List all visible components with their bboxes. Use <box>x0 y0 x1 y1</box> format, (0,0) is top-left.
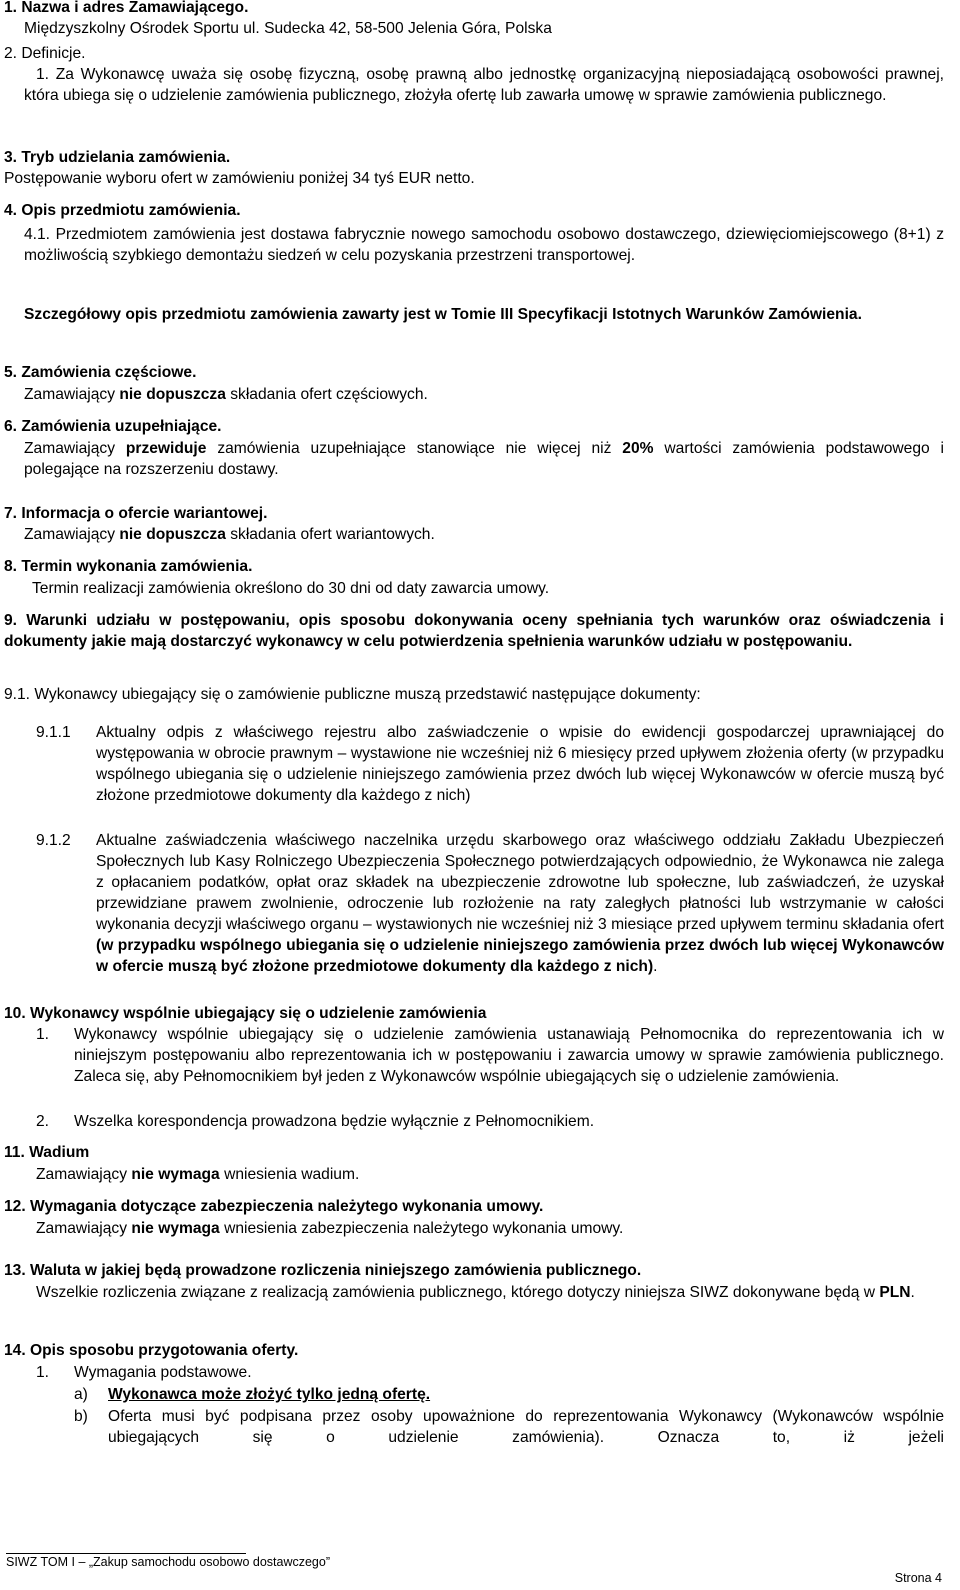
section-14-item-1-number: 1. <box>36 1364 50 1381</box>
section-14-item-a-letter: a) <box>74 1386 88 1403</box>
section-14-item-a-text: Wykonawca może złożyć tylko jedną ofertę. <box>108 1386 431 1403</box>
section-3-heading: 3. Tryb udzielania zamówienia. <box>4 149 231 166</box>
section-5-heading: 5. Zamówienia częściowe. <box>4 364 197 381</box>
section-8-heading: 8. Termin wykonania zamówienia. <box>4 558 253 575</box>
section-13-heading: 13. Waluta w jakiej będą prowadzone rozliczenia niniejszego zamówienia publicznego. <box>4 1262 642 1279</box>
section-6-text: Zamawiający przewiduje zamówienia uzupełniające stanowiące nie więcej niż 20% wartości zamówienia podstawowego i polegające na rozszerzeniu dostawy. <box>24 440 944 478</box>
section-3-text: Postępowanie wyboru ofert w zamówieniu poniżej 34 tyś EUR netto. <box>4 170 475 187</box>
section-14-item-b-text: Oferta musi być podpisana przez osoby upoważnione do reprezentowania Wykonawcy (Wykonawców wspólnie ubiegających się o udzielenie zamówienia). Oznacza to, iż jeżeli <box>108 1408 944 1446</box>
section-14-heading: 14. Opis sposobu przygotowania oferty. <box>4 1342 299 1359</box>
section-11-heading: 11. Wadium <box>4 1144 90 1161</box>
section-4-1-paragraph: 4.1. Przedmiotem zamówienia jest dostawa fabrycznie nowego samochodu osobowo dostawczego, dziewięciomiejscowego (8+1) z możliwością szybkiego demontażu siedzeń w celu pozyskania przestrzeni transportowej. <box>24 226 944 264</box>
section-13-text: Wszelkie rozliczenia związane z realizacją zamówienia publicznego, którego dotyczy niniejsza SIWZ dokonywane będą w PLN. <box>36 1284 915 1301</box>
section-9-heading: 9. Warunki udziału w postępowaniu, opis sposobu dokonywania oceny spełniania tych warunków oraz oświadczenia i dokumenty jakie mają dostarczyć wykonawcy w celu potwierdzenia spełnienia warunków udziału w postępowaniu. <box>4 612 944 650</box>
section-10-heading: 10. Wykonawcy wspólnie ubiegający się o udzielenie zamówienia <box>4 1005 487 1022</box>
section-12-text: Zamawiający nie wymaga wniesienia zabezpieczenia należytego wykonania umowy. <box>36 1220 624 1237</box>
section-10-item-1-text: Wykonawcy wspólnie ubiegający się o udzielenie zamówienia ustanawiają Pełnomocnika do reprezentowania ich w niniejszym postępowaniu albo reprezentowania ich w postępowaniu i zawarcia umowy w sprawie zamówienia publicznego. Zaleca się, aby Pełnomocnikiem był jeden z Wykonawców wspólnie ubiegających się o udzielenie zamówienia. <box>74 1026 944 1085</box>
section-11-text: Zamawiający nie wymaga wniesienia wadium. <box>36 1166 360 1183</box>
section-8-text: Termin realizacji zamówienia określono do 30 dni od daty zawarcia umowy. <box>32 580 550 597</box>
section-10-item-1-number: 1. <box>36 1026 50 1043</box>
section-4-detail: Szczegółowy opis przedmiotu zamówienia zawarty jest w Tomie III Specyfikacji Istotnych Warunków Zamówienia. <box>24 306 862 323</box>
section-2-heading: 2. Definicje. <box>4 45 86 62</box>
section-1-text: Międzyszkolny Ośrodek Sportu ul. Sudecka 42, 58-500 Jelenia Góra, Polska <box>24 20 552 37</box>
section-2-paragraph: 1. Za Wykonawcę uważa się osobę fizyczną, osobę prawną albo jednostkę organizacyjną nieposiadającą osobowości prawnej, która ubiega się o udzielenie zamówienia publicznego, złożyła ofertę lub zawarła umowę w sprawie zamówienia publicznego. <box>24 66 944 104</box>
section-9-1-1-number: 9.1.1 <box>36 724 71 741</box>
section-14-item-b-letter: b) <box>74 1408 88 1425</box>
section-4-heading: 4. Opis przedmiotu zamówienia. <box>4 202 241 219</box>
section-12-heading: 12. Wymagania dotyczące zabezpieczenia należytego wykonania umowy. <box>4 1198 544 1215</box>
section-7-heading: 7. Informacja o ofercie wariantowej. <box>4 505 268 522</box>
section-7-text: Zamawiający nie dopuszcza składania ofert wariantowych. <box>24 526 435 543</box>
section-6-heading: 6. Zamówienia uzupełniające. <box>4 418 222 435</box>
footer-text: SIWZ TOM I – „Zakup samochodu osobowo dostawczego” <box>6 1555 330 1569</box>
section-9-1-1-text: Aktualny odpis z właściwego rejestru albo zaświadczenie o wpisie do ewidencji gospodarczej uprawniającej do występowania w obrocie prawnym – wystawione nie wcześniej niż 6 miesięcy przed upływem złożenia oferty (w przypadku wspólnego ubiegania się o udzielenie niniejszego zamówienia przez dwóch lub więcej Wykonawców w ofercie muszą być złożone przedmiotowe dokumenty dla każdego z nich) <box>96 724 944 804</box>
section-9-1-2-number: 9.1.2 <box>36 832 71 849</box>
section-1-heading: 1. Nazwa i adres Zamawiającego. <box>4 0 249 16</box>
section-9-1-text: 9.1. Wykonawcy ubiegający się o zamówienie publiczne muszą przedstawić następujące dokumenty: <box>4 686 701 703</box>
section-10-item-2-text: Wszelka korespondencja prowadzona będzie wyłącznie z Pełnomocnikiem. <box>74 1113 595 1130</box>
page-number: Strona 4 <box>894 1571 942 1585</box>
section-5-text: Zamawiający nie dopuszcza składania ofert częściowych. <box>24 386 428 403</box>
section-10-item-2-number: 2. <box>36 1113 50 1130</box>
section-14-item-1-text: Wymagania podstawowe. <box>74 1364 252 1381</box>
section-9-1-2-text: Aktualne zaświadczenia właściwego naczelnika urzędu skarbowego oraz właściwego oddziału Zakładu Ubezpieczeń Społecznych lub Kasy Rolniczego Ubezpieczenia Społecznego potwierdzających odpowiednio, że Wykonawca nie zalega z opłacaniem podatków, opłat oraz składek na ubezpieczenie zdrowotne lub społeczne, lub zaświadczeń, że uzyskał przewidziane prawem zwolnienie, odroczenie lub rozłożenie na raty zaległych płatności lub wstrzymanie w całości wykonania decyzji właściwego organu – wystawionych nie wcześniej niż 3 miesiące przed upływem terminu składania ofert (w przypadku wspólnego ubiegania się o udzielenie niniejszego zamówienia przez dwóch lub więcej Wykonawców w ofercie muszą być złożone przedmiotowe dokumenty dla każdego z nich). <box>96 832 944 975</box>
